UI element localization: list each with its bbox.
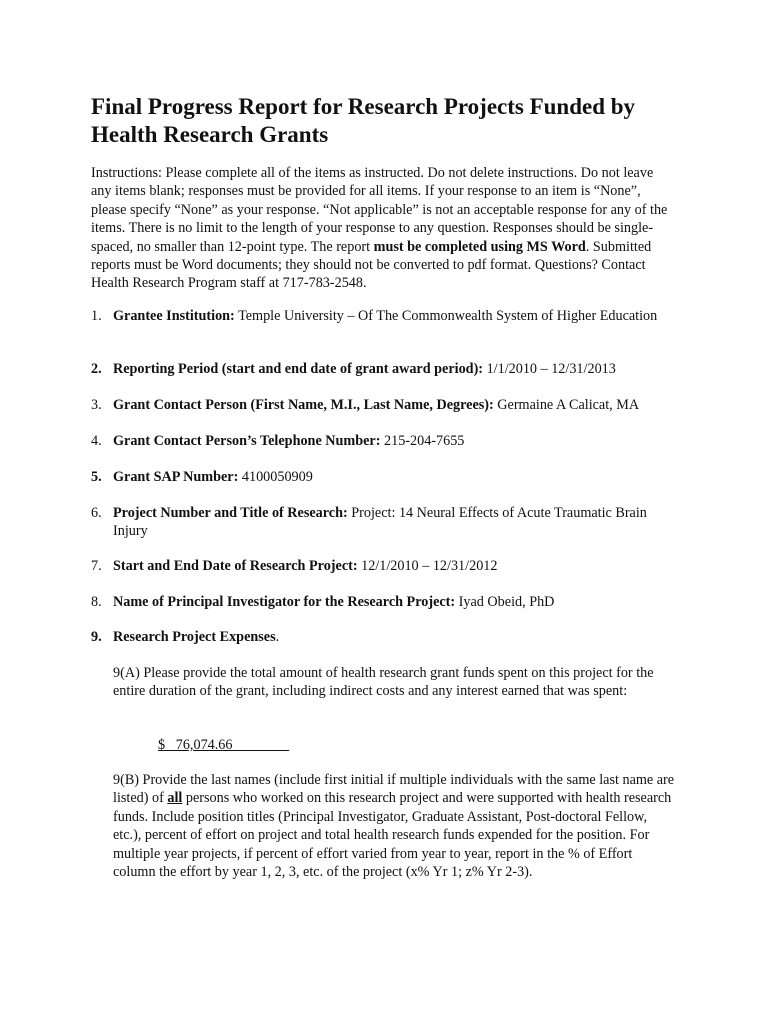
item-value: . bbox=[275, 629, 280, 645]
item-principal-investigator bbox=[91, 593, 681, 611]
item-value: Iyad Obeid, PhD bbox=[455, 594, 555, 610]
item-label: Research Project Expenses bbox=[113, 629, 276, 645]
instructions-text-cont: . Submitted reports must be Word documents; they should not be converted to pdf format. Questions? Contact Health Research Program staff at 717-783-2548. bbox=[91, 238, 652, 292]
item-label: Grant Contact Person (First Name, M.I., Last Name, Degrees): bbox=[113, 397, 494, 413]
item-value: Germaine A Calicat, MA bbox=[493, 397, 640, 413]
item-number: 8. bbox=[91, 594, 102, 610]
item-grantee-institution bbox=[91, 307, 681, 325]
instructions-paragraph bbox=[91, 164, 675, 293]
total-amount-field: $ 76,074.66 bbox=[158, 737, 290, 753]
page-title: Final Progress Report for Research Projects Funded by Health Research Grants bbox=[91, 94, 636, 147]
item-reporting-period bbox=[91, 360, 681, 378]
item-label: Reporting Period (start and end date of grant award period): bbox=[113, 361, 484, 377]
item-number: 2. bbox=[91, 361, 102, 377]
item-number: 3. bbox=[91, 397, 102, 413]
item-label: Grantee Institution: bbox=[113, 308, 235, 324]
item-number: 4. bbox=[91, 433, 102, 449]
item-label: Start and End Date of Research Project: bbox=[113, 558, 358, 574]
item-value: 215-204-7655 bbox=[380, 433, 465, 449]
item-grant-contact-person bbox=[91, 396, 681, 414]
item-value: 4100050909 bbox=[238, 469, 313, 485]
q9b-text: 9(B) Provide the last names (include first initial if multiple individuals with the same last name are listed) of bbox=[113, 772, 675, 807]
instructions-text: Instructions: Please complete all of the items as instructed. Do not delete instructions. Do not leave any items blank; responses must be provided for all items. If your response to an item is “None”, please specify “None” as your response. “Not applicable” is not an acceptable response for any of the items. There is no limit to the length of your response to any question. Responses should be single-spaced, no smaller than 12-point type. The report bbox=[91, 165, 668, 255]
item-value: Project: 14 Neural Effects of Acute Traumatic Brain Injury bbox=[113, 505, 647, 540]
item-grant-sap-number bbox=[91, 468, 681, 486]
item-number: 9. bbox=[91, 629, 102, 645]
item-number: 5. bbox=[91, 469, 102, 485]
item-value: 1/1/2010 – 12/31/2013 bbox=[483, 361, 616, 377]
item-number: 1. bbox=[91, 308, 102, 324]
item-value: Temple University – Of The Commonwealth System of Higher Education bbox=[234, 308, 658, 324]
q9b-emphasis: all bbox=[167, 790, 183, 807]
item-project-expenses bbox=[91, 628, 681, 646]
item-number: 7. bbox=[91, 558, 102, 574]
item-contact-telephone bbox=[91, 432, 681, 450]
item-project-number-title bbox=[91, 504, 681, 541]
q9b-text-cont: persons who worked on this research project and were supported with health research funds. Include position titles (Principal Investigator, Graduate Assistant, Post-doctoral Fellow, etc.), percent of effort on project and total health research funds expended for the position. For multiple year projects, if percent of effort varied from year to year, report in the % of Effort column the effort by year 1, 2, 3, etc. of the project (x% Yr 1; z% Yr 2-3). bbox=[113, 790, 672, 881]
item-label: Grant SAP Number: bbox=[113, 469, 239, 485]
item-label: Project Number and Title of Research: bbox=[113, 505, 348, 521]
item-label: Name of Principal Investigator for the Research Project: bbox=[113, 594, 456, 610]
item-label: Grant Contact Person’s Telephone Number: bbox=[113, 433, 381, 449]
item-project-dates bbox=[91, 557, 681, 575]
item-number: 6. bbox=[91, 505, 102, 521]
q9a-paragraph: 9(A) Please provide the total amount of health research grant funds spent on this project for the entire duration of the grant, including indirect costs and any interest earned that was spent: bbox=[113, 665, 654, 700]
instructions-bold-text: must be completed using MS Word bbox=[373, 238, 586, 255]
q9b-paragraph bbox=[113, 771, 675, 881]
item-value: 12/1/2010 – 12/31/2012 bbox=[357, 558, 498, 574]
